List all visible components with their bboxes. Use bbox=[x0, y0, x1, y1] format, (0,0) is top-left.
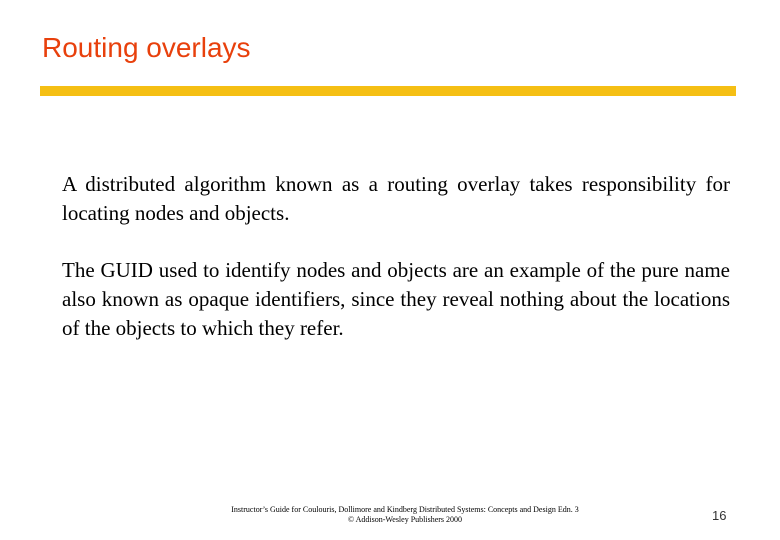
body-paragraph-1: A distributed algorithm known as a routing overlay takes responsibility for locating nodes and objects. bbox=[62, 172, 730, 225]
title-underline-rule bbox=[40, 86, 736, 96]
slide-title: Routing overlays bbox=[42, 32, 251, 63]
footer-credit-line-2: © Addison-Wesley Publishers 2000 bbox=[347, 515, 463, 524]
footer-credit-line-1: Instructor’s Guide for Coulouris, Dollimore and Kindberg Distributed Systems: Concepts and Design Edn. 3 bbox=[231, 505, 579, 514]
footer-credit bbox=[210, 505, 600, 525]
body-paragraph-2: The GUID used to identify nodes and objects are an example of the pure name also known as opaque identifiers, since they reveal nothing about the locations of the objects to which they refer. bbox=[62, 258, 730, 340]
page-number: 16 bbox=[712, 508, 727, 523]
